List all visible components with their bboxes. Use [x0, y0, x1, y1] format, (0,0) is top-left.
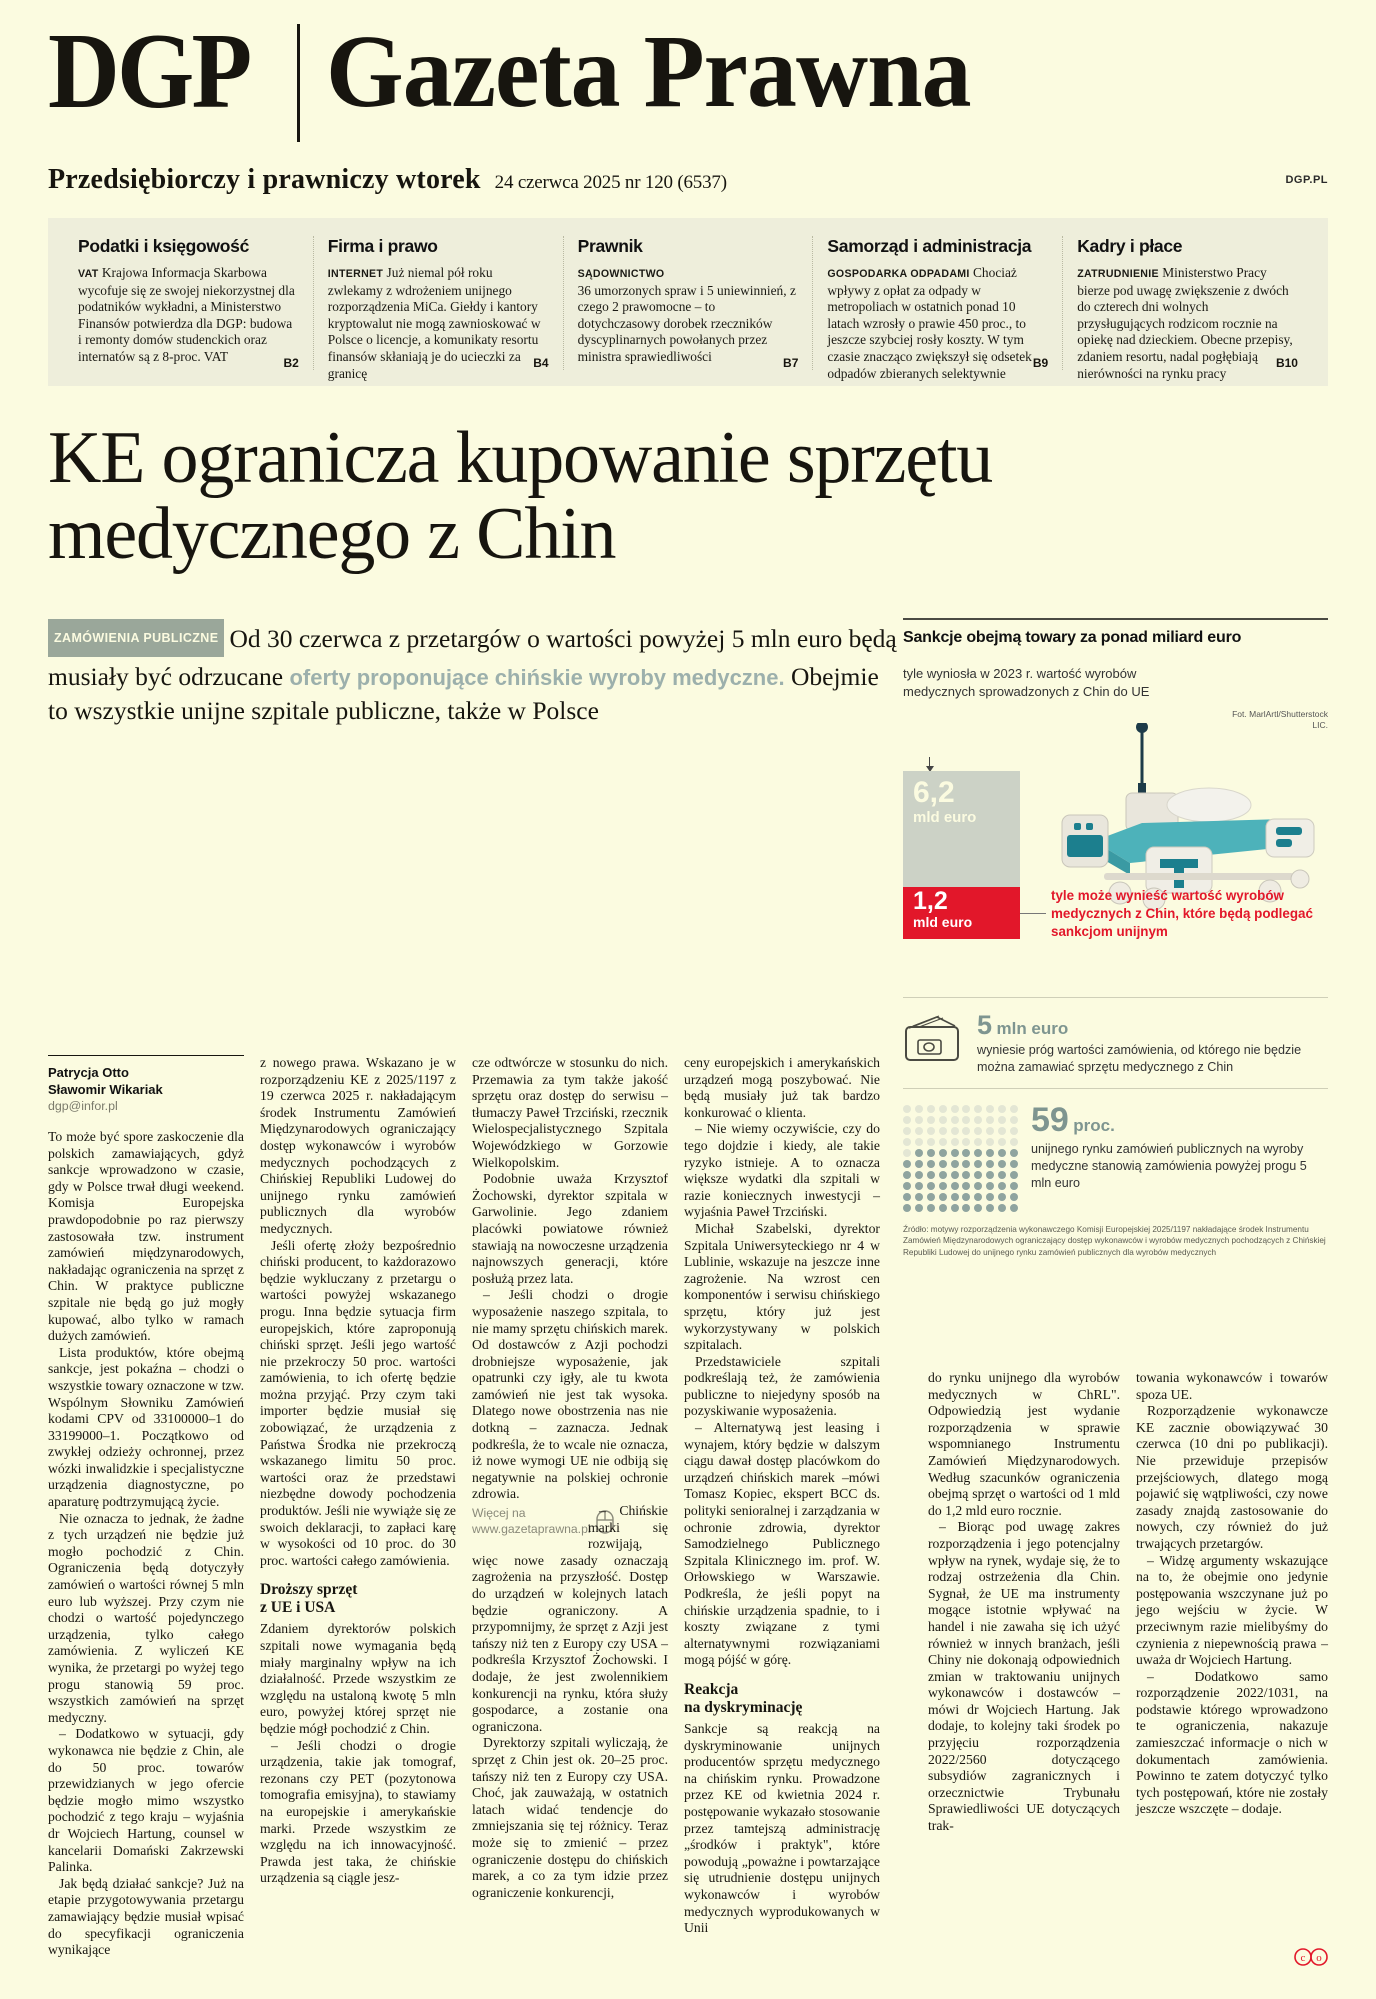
- infographic-separator-2: [903, 1088, 1328, 1089]
- article-column-6: [1136, 1370, 1328, 1835]
- issue-info: 24 czerwca 2025 nr 120 (6537): [494, 172, 727, 193]
- dot-matrix-cell: [915, 1182, 923, 1190]
- dot-matrix-cell: [986, 1171, 994, 1179]
- dot-matrix-cell: [974, 1105, 982, 1113]
- paragraph: To może być spore zaskoczenie dla polskich zamawiających, gdyż sankcje wprowadzono w czasie, gdy w Polsce trwał długi weekend. Komisja Europejska prawdopodobnie po raz pierwszy zastosowała tzw. instrument zamówień międzynarodowych, nakładając ograniczenia na sprzęt z Chin. W praktyce publiczne szpitale nie będą go już mogły kupować, albo tylko w ramach dużych zamówień.: [48, 1129, 244, 1344]
- dot-matrix-cell: [986, 1105, 994, 1113]
- dot-matrix-cell: [974, 1182, 982, 1190]
- dot-matrix-cell: [998, 1171, 1006, 1179]
- dot-matrix-cell: [986, 1160, 994, 1168]
- dot-matrix-cell: [951, 1182, 959, 1190]
- photo-credit-license: LIC.: [1312, 719, 1328, 730]
- more-online-text: [472, 1505, 591, 1537]
- dot-matrix-cell: [927, 1204, 935, 1212]
- dot-matrix-cell: [1010, 1193, 1018, 1201]
- paragraph: cze odtwórcze w stosunku do nich. Przemawia za tym także jakość sprzętu oraz dostęp do serwisu – tłumaczy Paweł Trzciński, rzecznik Wielospecjalistycznego Szpitala Wojewódzkiego w Gorzowie Wielkopolskim.: [472, 1055, 668, 1170]
- masthead: [48, 0, 1328, 158]
- dot-matrix-cell: [951, 1171, 959, 1179]
- teaser-text: [78, 265, 299, 366]
- dot-matrix-cell: [962, 1127, 970, 1135]
- dot-matrix-cell: [962, 1182, 970, 1190]
- dot-matrix-cell: [986, 1193, 994, 1201]
- masthead-brand-short: DGP: [48, 12, 250, 131]
- site-label: DGP.PL: [1285, 174, 1328, 186]
- fact-threshold-text: [977, 1010, 1328, 1076]
- teaser-title: Podatki i księgowość: [78, 236, 249, 256]
- masthead-subline: [48, 158, 1328, 196]
- teaser-tag: ZATRUDNIENIE: [1077, 268, 1159, 280]
- dot-matrix-cell: [1010, 1171, 1018, 1179]
- more-online-box[interactable]: [472, 1505, 591, 1540]
- article-column-2: [260, 1055, 456, 1935]
- dot-matrix-cell: [974, 1138, 982, 1146]
- stat-unit: mld euro: [913, 913, 973, 930]
- dot-matrix-cell: [927, 1138, 935, 1146]
- dot-matrix-cell: [986, 1204, 994, 1212]
- dot-matrix-cell: [962, 1193, 970, 1201]
- teaser-page: B9: [1032, 356, 1049, 370]
- subheading-droszszy-sprzet: Droższy sprzęt z UE i USA: [260, 1581, 358, 1617]
- paragraph: z nowego prawa. Wskazano je w rozporządzeniu KE z 2025/1197 z 19 czerwca 2025 r. nakładającym środek Instrumentu Zamówień Międzynarodowych ograniczający dostęp wykonawców i wyrobów medycznych pochodzących z Chińskiej Republiki Ludowej do unijnego rynku zamówień publicznych dla wyrobów medycznych.: [260, 1055, 456, 1236]
- dot-matrix-cell: [939, 1138, 947, 1146]
- paragraph: – Chińskie marki się rozwijają, więc nowe zasady oznaczają zagrożenia na przyszłość. Dostęp do urządzeń w kolejnych latach będzie ograniczony. A przypomnijmy, że sprzęt z Azji jest tańszy niż ten z Europy czy USA – podkreśla Krzysztof Żochowski. I dodaje, że jest zwolennikiem konkurencji na rynku, która służy gospodarce, a zostanie ona ograniczona.: [472, 1503, 668, 1734]
- paragraph: Jeśli ofertę złoży bezpośrednio chiński producent, to każdorazowo będzie wykluczany z przetargu o wartości powyżej wskazanego progu. Inna będzie sytuacja firm europejskich, które zaproponują chiński sprzęt. Jeśli jego wartość nie przekroczy 50 proc. wartości zamówienia, to ich ofertę będzie można przyjąć. Przy czym taki importer będzie musiał się zobowiązać, że urządzenia z Państwa Środka nie przekroczą wskazanego limitu 50 proc. wartości oraz że przedstawi niezbędne dowody pochodzenia produktów. Jeśli nie wywiąże się ze swoich deklaracji, to zapłaci karę w wysokości od 10 proc. do 30 proc. wartości całego zamówienia.: [260, 1237, 457, 1568]
- dot-matrix-cell: [939, 1105, 947, 1113]
- teaser-title: Firma i prawo: [327, 236, 438, 256]
- dot-matrix-cell: [927, 1182, 935, 1190]
- fact-headline: [977, 1010, 1328, 1041]
- dot-matrix-cell: [927, 1193, 935, 1201]
- paragraph: – Alternatywą jest leasing i wynajem, który będzie w dalszym ciągu dawał dostęp placówkom do urządzeń chińskich marek –mówi Tomasz Kopiec, ekspert BCC ds. polityki senioralnej i zarządzania w ochronie zdrowia, dyrektor Samodzielnego Publicznego Szpitala Klinicznego im. prof. W. Orłowskiego w Warszawie. Podkreśla, że jeśli popyt na chińskie urządzenia spadnie, to i koszty związane z tymi alternatywnymi rozwiązaniami mogą pójść w górę.: [684, 1420, 880, 1668]
- paragraph: do rynku unijnego dla wyrobów medycznych w ChRL". Odpowiedzią jest wydanie rozporządzenia w sprawie wspomnianego Instrumentu Zamówień Międzynarodowych. Według szacunków ograniczenia obejmą sprzęt o wartości od 1 mld do 1,2 mld euro rocznie.: [928, 1370, 1120, 1518]
- red-box-leader-line: [1020, 913, 1046, 914]
- deck-category-label: ZAMÓWIENIA PUBLICZNE: [48, 619, 224, 657]
- author-2: Sławomir Wikariak: [48, 1082, 163, 1097]
- dot-matrix-cell: [927, 1149, 935, 1157]
- dot-matrix-cell: [974, 1171, 982, 1179]
- dot-matrix-cell: [927, 1160, 935, 1168]
- masthead-brand-full: Gazeta Prawna: [325, 14, 971, 129]
- dot-matrix-cell: [915, 1171, 923, 1179]
- dot-matrix-cell: [998, 1105, 1006, 1113]
- paragraph: Lista produktów, które obejmą sankcje, jest pokaźna – chodzi o wszystkie towary oznaczone w tzw. Wspólnym Słowniku Zamówień kodami CPV od 33100000–1 do 33199000–1. Początkowo od zwykłej odzieży ochronnej, przez wózki inwalidzkie i specjalistyczne urządzenia diagnostyczne, po aparaturę podtrzymującą życie.: [48, 1344, 244, 1510]
- paragraph: Podobnie uważa Krzysztof Żochowski, dyrektor szpitala w Garwolinie. Jego zdaniem placówki powiatowe również stawiają na nowoczesne urządzenia najnowszych generacji, które posłużą przez lata.: [472, 1171, 668, 1286]
- article-column-1: [48, 1055, 244, 1958]
- infographic-source: Źródło: motywy rozporządzenia wykonawczego Komisji Europejskiej 2025/1197 nakładające środek Instrumentu Zamówień Międzynarodowych ograniczający dostęp wykonawców i wyrobów medycznych pochodzących z Chińskiej Republiki Ludowej do unijnego rynku zamówień publicznych dla wyrobów medycznych: [903, 1224, 1326, 1257]
- teaser-body: Chociaż wpływy z opłat za odpady w metropoliach w ostatnich ponad 10 latach wzrosły o prawie 450 proc., to jeszcze szybciej rosły koszty. W tym czasie znacząco zwiększył się odsetek odpadów zbieranych selektywnie: [827, 265, 1032, 381]
- paragraph: – Jeśli chodzi o drogie urządzenia, takie jak tomograf, rezonans czy PET (pozytonowa tomografia emisyjna), to stawiamy na europejskie i amerykańskie marki. Przede wszystkim ze względu na ich innowacyjność. Prawda jest taka, że chińskie urządzenia są ciągle jesz-: [260, 1737, 456, 1886]
- infographic-top-rule: [903, 618, 1328, 620]
- fact-unit: proc.: [1073, 1115, 1115, 1135]
- wallet-icon: [903, 1014, 965, 1064]
- dot-matrix-cell: [939, 1204, 947, 1212]
- teaser-page: B2: [283, 356, 299, 370]
- svg-text:c: c: [1300, 1952, 1306, 1964]
- teaser-firma[interactable]: [313, 236, 563, 381]
- grey-value-pointer: [929, 757, 930, 770]
- dot-matrix-cell: [974, 1193, 982, 1201]
- dot-matrix-cell: [986, 1138, 994, 1146]
- deck-text-2: Obejmie to wszystkie unijne szpitale publiczne, także w Polsce: [48, 661, 879, 725]
- edition-kicker: Przedsiębiorczy i prawniczy wtorek: [48, 164, 481, 195]
- dot-matrix-cell: [974, 1204, 982, 1212]
- dot-matrix-cell: [962, 1171, 970, 1179]
- infographic-chart-area: [903, 665, 1328, 985]
- dot-matrix-cell: [986, 1116, 994, 1124]
- more-label: Więcej na: [472, 1506, 526, 1521]
- teaser-page: B7: [783, 356, 799, 370]
- teaser-body: Już niemal pół roku zwlekamy z wdrożeniem unijnego rozporządzenia MiCa. Giełdy i kantory kryptowalut nie mogą zawnioskować w Polsce o licencje, a komunikaty resortu finansów skłaniają je do ucieczki za granicę: [327, 265, 541, 381]
- stat-box-1-2: [903, 887, 1020, 939]
- dot-matrix-cell: [974, 1127, 982, 1135]
- teaser-title: Kadry i płace: [1077, 236, 1183, 256]
- section-teasers: [48, 218, 1328, 386]
- paragraph: – Jeśli chodzi o drogie wyposażenie naszego szpitala, to nie mamy sprzętu chińskich marek. Od dostawców z Azji pochodzi drobniejsze wyposażenie, jak opatrunki czy igły, ale tu kwota zamówień nie jest tak wysoka. Dlatego nowe obostrzenia nas nie dotkną – zaznacza. Jednak podkreśla, że to wcale nie oznacza, iż nowe wymogi UE nie odbiją się negatywnie na polskiej ochronie zdrowia.: [472, 1287, 668, 1502]
- article-body-right: [928, 1370, 1328, 1835]
- dot-matrix-cell: [1010, 1149, 1018, 1157]
- dot-matrix-cell: [915, 1204, 923, 1212]
- paragraph: Przedstawiciele szpitali podkreślają też, że zamówienia publiczne to niejedyny sposób na pozyskiwanie wyposażenia.: [684, 1353, 880, 1419]
- stat-unit: mld euro: [913, 808, 977, 826]
- paragraph: Rozporządzenie wykonawcze KE zacznie obowiązywać 30 czerwca (10 dni po publikacji). Nie przewiduje przepisów przejściowych, dlatego mogą pojawić się wątpliwości, czy nowe zasady znajdą zastosowanie do nowych, czy również do już trwających przetargów.: [1136, 1403, 1328, 1551]
- dot-matrix-cell: [915, 1193, 923, 1201]
- infographic-separator-1: [903, 997, 1328, 998]
- fact-unit: mln euro: [996, 1018, 1069, 1038]
- infographic-caption: tyle wyniosła w 2023 r. wartość wyrobów medycznych sprowadzonych z Chin do UE: [903, 665, 1150, 699]
- dot-matrix-cell: [998, 1204, 1006, 1212]
- byline-email[interactable]: dgp@infor.pl: [48, 1099, 118, 1113]
- teaser-title: Prawnik: [577, 236, 643, 256]
- dot-matrix-cell: [986, 1127, 994, 1135]
- article-body-left: [48, 1055, 908, 1958]
- dot-matrix-chart: [903, 1105, 1019, 1212]
- dot-matrix-cell: [915, 1138, 923, 1146]
- red-box-note: tyle może wynieść wartość wyrobów medycznych z Chin, które będą podlegać sankcjom unijnym: [1051, 887, 1313, 939]
- fact-description: wyniesie próg wartości zamówienia, od którego nie będzie można zamawiać sprzętu medycznego z Chin: [977, 1042, 1302, 1074]
- dot-matrix-cell: [998, 1149, 1006, 1157]
- copyright-endmark: [1294, 1948, 1328, 1971]
- teaser-podatki[interactable]: [64, 236, 313, 370]
- dot-matrix-cell: [998, 1182, 1006, 1190]
- paragraph: Dyrektorzy szpitali wyliczają, że sprzęt z Chin jest ok. 20–25 proc. tańszy niż ten z Europy czy USA. Choć, jak zauważają, w ostatnich latach widać tendencje do zmniejszania się tej różnicy. Teraz może się to zmienić – przez ograniczenie dostępu do chińskich marek, a co za tym idzie przez ograniczenie konkurencji,: [472, 1735, 668, 1900]
- teaser-text: [328, 265, 549, 382]
- dot-matrix-cell: [974, 1116, 982, 1124]
- article-column-4: [684, 1055, 880, 1935]
- fact-headline: [1031, 1101, 1328, 1140]
- dot-matrix-cell: [962, 1160, 970, 1168]
- stat-box-6-2: [903, 771, 1020, 887]
- infographic: [903, 618, 1328, 1259]
- dot-matrix-cell: [1010, 1105, 1018, 1113]
- dot-matrix-cell: [1010, 1127, 1018, 1135]
- dot-matrix-cell: [951, 1149, 959, 1157]
- dot-matrix-cell: [951, 1138, 959, 1146]
- paragraph: Michał Szabelski, dyrektor Szpitala Uniwersyteckiego nr 4 w Lublinie, wskazuje na jeszcze inne zagrożenie. Na wzrost cen komponentów i serwisu chińskiego sprzętu, który już jest wykorzystywany w polskich szpitalach.: [684, 1220, 880, 1353]
- dot-matrix-cell: [915, 1105, 923, 1113]
- paragraph: ceny europejskich i amerykańskich urządzeń mogą poszybować. Nie będą musiały już tak bardzo konkurować o klienta.: [684, 1055, 880, 1120]
- dot-matrix-cell: [939, 1116, 947, 1124]
- paragraph: towania wykonawców i towarów spoza UE.: [1136, 1370, 1328, 1402]
- paragraph: – Biorąc pod uwagę zakres rozporządzenia i jego potencjalny wpływ na rynek, wydaje się, że to rodzaj ostrzeżenia dla Chin. Sygnał, że UE ma instrumenty mogące istotnie wpływać na handel i nie zawaha się ich użyć również w innych branżach, jeśli Chiny nie dokonają odpowiednich zmian w traktowaniu unijnych wykonawców i dostawców – mówi dr Wojciech Hartung. Jak dodaje, to kolejny taki środek po przyjęciu rozporządzenia 2022/2560 dotyczącego subsydiów zagranicznych i orzecznictwie Trybunału Sprawiedliwości UE dotyczących trak-: [928, 1519, 1120, 1834]
- dot-matrix-cell: [974, 1149, 982, 1157]
- dot-matrix-cell: [927, 1116, 935, 1124]
- dot-matrix-cell: [962, 1204, 970, 1212]
- dot-matrix-cell: [1010, 1182, 1018, 1190]
- dot-matrix-cell: [951, 1127, 959, 1135]
- paragraph: Zdaniem dyrektorów polskich szpitali nowe wymagania będą miały marginalny wpływ na ich działalność. Przede wszystkim ze względu na ustaloną kwotę 5 mln euro, powyżej której sprzęt nie będzie mógł pochodzić z Chin.: [260, 1621, 456, 1736]
- dot-matrix-cell: [1010, 1160, 1018, 1168]
- teaser-page: B10: [1275, 356, 1298, 370]
- teaser-kadry[interactable]: [1062, 236, 1312, 381]
- dot-matrix-cell: [939, 1160, 947, 1168]
- dot-matrix-cell: [915, 1116, 923, 1124]
- paragraph: Sankcje są reakcją na dyskryminowanie unijnych producentów sprzętu medycznego na chińskim rynku. Prowadzone przez KE od kwietnia 2024 r. postępowanie wykazało stosowanie przez tamtejszą administrację „środków i praktyk", które powodują „poważne i powtarzające się utrudnienie dostępu unijnych wykonawców i wyrobów medycznych wyprodukowanych w Unii: [684, 1720, 880, 1936]
- dot-matrix-cell: [986, 1182, 994, 1190]
- teaser-prawnik[interactable]: [563, 236, 813, 370]
- dot-matrix-cell: [939, 1127, 947, 1135]
- article-column-3: [472, 1055, 668, 1935]
- article-headline: KE ogranicza kupowanie sprzętu medycznego z Chin: [48, 417, 993, 575]
- photo-credit-text: Fot. MarlArtl/Shutterstock: [1232, 708, 1328, 719]
- masthead-divider: [297, 24, 300, 142]
- teaser-tag: GOSPODARKA ODPADAMI: [827, 268, 970, 280]
- dot-matrix-cell: [1010, 1138, 1018, 1146]
- dot-matrix-cell: [927, 1105, 935, 1113]
- dot-matrix-cell: [951, 1160, 959, 1168]
- more-url[interactable]: www.gazetaprawna.pl: [472, 1522, 591, 1537]
- infographic-title: Sankcje obejmą towary za ponad miliard euro: [903, 628, 1242, 646]
- dot-matrix-cell: [962, 1116, 970, 1124]
- fact-description: unijnego rynku zamówień publicznych na wyroby medyczne stanowią zamówienia powyżej progu 5 mln euro: [1031, 1141, 1307, 1190]
- deck-highlight: oferty proponujące chińskie wyroby medyczne.: [289, 664, 785, 690]
- dot-matrix-cell: [939, 1171, 947, 1179]
- teaser-tag: SĄDOWNICTWO: [577, 268, 665, 280]
- fact-share: [903, 1101, 1328, 1212]
- teaser-tag: INTERNET: [327, 268, 384, 280]
- dot-matrix-cell: [915, 1127, 923, 1135]
- teaser-body: Ministerstwo Pracy bierze pod uwagę zwiększenie z dwóch do czterech dni wolnych przysługujących rodzicom rocznie na opiekę nad dzieckiem. Obecne przepisy, zdaniem resortu, nadal pogłębiają nierówności na rynku pracy: [1077, 265, 1293, 381]
- paragraph: – Widzę argumenty wskazujące na to, że obejmie ono jedynie postępowania wszczynane już po jego wejściu w życie. W przeciwnym razie mielibyśmy do czynienia z niepewnością prawa – uważa dr Wojciech Hartung.: [1136, 1552, 1328, 1668]
- fact-share-text: [1031, 1101, 1328, 1192]
- byline: [48, 1055, 244, 1115]
- dot-matrix-cell: [998, 1160, 1006, 1168]
- dot-matrix-cell: [998, 1127, 1006, 1135]
- dot-matrix-cell: [974, 1160, 982, 1168]
- teaser-title: Samorząd i administracja: [827, 236, 1032, 256]
- dot-matrix-cell: [939, 1182, 947, 1190]
- paragraph: – Dodatkowo w sytuacji, gdy wykonawca nie będzie z Chin, ale do 50 proc. towarów przewidzianych w jego ofercie będzie mogło mimo wszystko pochodzić z tego kraju – wyjaśnia dr Wojciech Hartung, counsel w kancelarii Domański Zakrzewski Palinka.: [48, 1726, 244, 1875]
- teaser-text: [1077, 265, 1298, 382]
- teaser-tag: VAT: [78, 268, 99, 280]
- dot-matrix-cell: [951, 1204, 959, 1212]
- teaser-body: Krajowa Informacja Skarbowa wycofuje się ze swojej niekorzystnej dla podatników wykładni, a Ministerstwo Finansów potwierdza dla DGP: budowa i remonty domów studenckich oraz internatów są z 8-proc. VAT: [78, 265, 295, 364]
- dot-matrix-cell: [927, 1171, 935, 1179]
- subheading-reakcja: Reakcja na dyskryminację: [684, 1680, 803, 1716]
- dot-matrix-cell: [962, 1105, 970, 1113]
- svg-text:o: o: [1316, 1952, 1322, 1964]
- teaser-body: 36 umorzonych spraw i 5 uniewinnień, z czego 2 prawomocne – to dotychczasowy dorobek rzeczników dyscyplinarnych powołanych przez ministra sprawiedliwości: [577, 282, 796, 364]
- dot-matrix-cell: [1010, 1204, 1018, 1212]
- teaser-page: B4: [533, 356, 549, 370]
- dot-matrix-cell: [986, 1149, 994, 1157]
- teaser-samorzad[interactable]: [812, 236, 1062, 381]
- dot-matrix-cell: [915, 1149, 923, 1157]
- author-1: Patrycja Otto: [48, 1065, 129, 1080]
- fact-number: 59: [1031, 1100, 1069, 1139]
- fact-number: 5: [977, 1009, 993, 1040]
- stat-value: 1,2: [913, 886, 948, 915]
- dot-matrix-cell: [998, 1116, 1006, 1124]
- paragraph: Jak będą działać sankcje? Już na etapie przygotowywania przetargu zamawiający będzie musiał wpisać do specyfikacji ograniczenia wynikające: [48, 1875, 244, 1958]
- stat-value: 6,2: [913, 775, 955, 809]
- dot-matrix-cell: [927, 1127, 935, 1135]
- deck-text-1: Od 30 czerwca z przetargów o wartości powyżej 5 mln euro będą musiały być odrzucane: [48, 623, 897, 691]
- article-column-5: [928, 1370, 1120, 1835]
- dot-matrix-cell: [951, 1105, 959, 1113]
- teaser-text: [578, 265, 799, 366]
- dot-matrix-cell: [951, 1116, 959, 1124]
- fact-threshold: [903, 1010, 1328, 1076]
- paragraph: Nie oznacza to jednak, że żadne z tych urządzeń nie będzie już mogło pochodzić z Chin. Ograniczenia będą dotyczyły zamówień o wartości równej 5 mln euro lub wyższej. Przy czym nie chodzi o wartość pojedynczego urządzenia, tylko całego zamówienia. Z wyliczeń KE wynika, że przetargi po wyżej tego progu stanowią 59 proc. wszystkich zamówień na sprzęt medyczny.: [48, 1510, 244, 1725]
- dot-matrix-cell: [962, 1149, 970, 1157]
- dot-matrix-cell: [939, 1149, 947, 1157]
- hospital-bed-image: [1034, 723, 1334, 913]
- paragraph: – Dodatkowo samo rozporządzenie 2022/1031, na podstawie którego wprowadzono te ograniczenia, nakazuje zamieszczać informacje o nich w dokumentach zamówienia. Powinno te zatem dotyczyć tylko tych postępowań, które nie zostały jeszcze wszczęte – dodaje.: [1136, 1668, 1328, 1817]
- dot-matrix-cell: [998, 1193, 1006, 1201]
- dot-matrix-cell: [939, 1193, 947, 1201]
- teaser-text: [827, 265, 1048, 382]
- dot-matrix-cell: [951, 1193, 959, 1201]
- dot-matrix-cell: [998, 1138, 1006, 1146]
- dot-matrix-cell: [915, 1160, 923, 1168]
- paragraph: – Nie wiemy oczywiście, czy do tego dojdzie i kiedy, ale takie ryzyko istnieje. A to oznacza większe wydatki dla szpitali w razie koniecznych inwestycji – wyjaśnia Paweł Trzciński.: [684, 1121, 880, 1220]
- dot-matrix-cell: [1010, 1116, 1018, 1124]
- dot-matrix-cell: [962, 1138, 970, 1146]
